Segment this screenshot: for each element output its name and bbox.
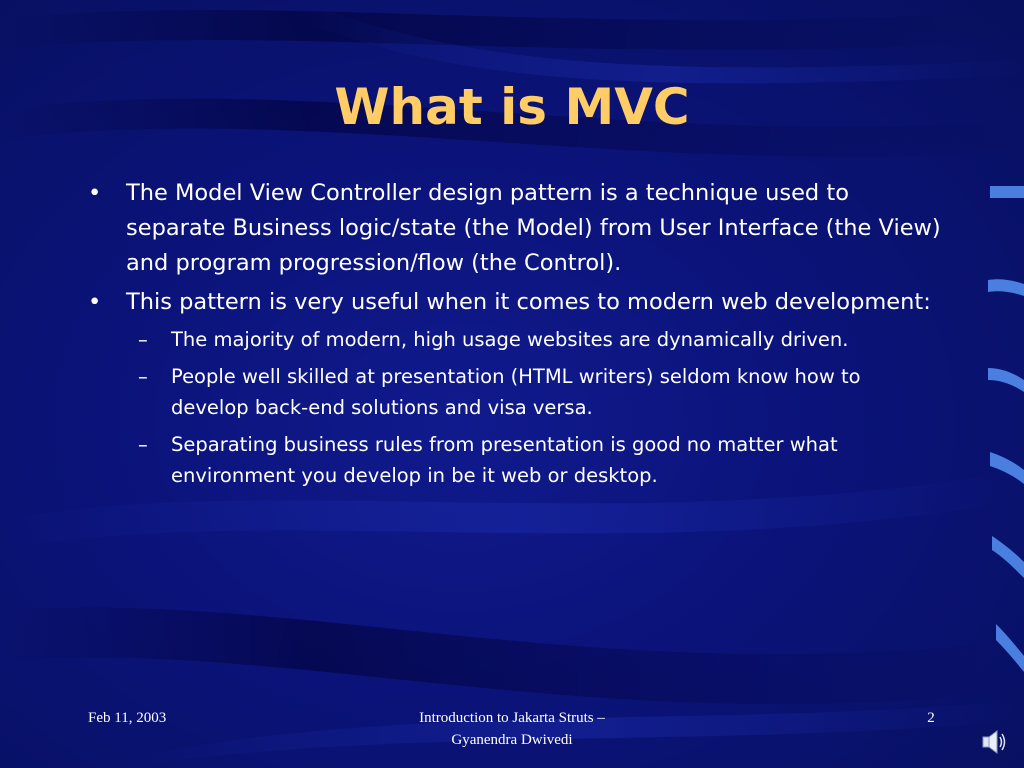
- bullet-marker: •: [88, 289, 102, 315]
- slide-number: 2: [927, 710, 935, 726]
- footer-title: [362, 707, 662, 751]
- sub-bullet-item: [88, 324, 891, 355]
- speaker-icon[interactable]: [980, 728, 1010, 756]
- accent-tick: [992, 536, 1024, 578]
- footer-date: Feb 11, 2003: [88, 710, 167, 726]
- sub-bullet-item: [88, 429, 891, 491]
- bullet-text: This pattern is very useful when it comes to modern web development:: [126, 289, 931, 315]
- sub-bullet-marker: –: [138, 365, 148, 388]
- accent-tick: [988, 368, 1024, 392]
- accent-tick: [990, 186, 1024, 198]
- bullet-text: The Model View Controller design pattern is a technique used to separate Business logic/state (the Model) from User Interface (the View) and program progression/flow (the Control).: [126, 180, 941, 276]
- sub-bullet-marker: –: [138, 433, 148, 456]
- slide-content: [88, 176, 948, 497]
- sub-bullet-marker: –: [138, 328, 148, 351]
- bullet-item: [88, 285, 948, 320]
- bullet-item: [88, 176, 948, 281]
- sub-bullet-text: People well skilled at presentation (HTML writers) seldom know how to develop back-end solutions and visa versa.: [171, 365, 861, 419]
- footer-title-line2: Gyanendra Dwivedi: [451, 732, 573, 748]
- sub-bullet-item: [88, 361, 891, 423]
- bullet-marker: •: [88, 180, 102, 206]
- slide-title: What is MVC: [334, 78, 690, 136]
- footer-title-line1: Introduction to Jakarta Struts –: [419, 710, 605, 726]
- accent-tick: [988, 279, 1024, 296]
- sub-bullet-text: Separating business rules from presentation is good no matter what environment you develop in be it web or desktop.: [171, 433, 838, 487]
- sub-bullet-text: The majority of modern, high usage websites are dynamically driven.: [171, 328, 849, 351]
